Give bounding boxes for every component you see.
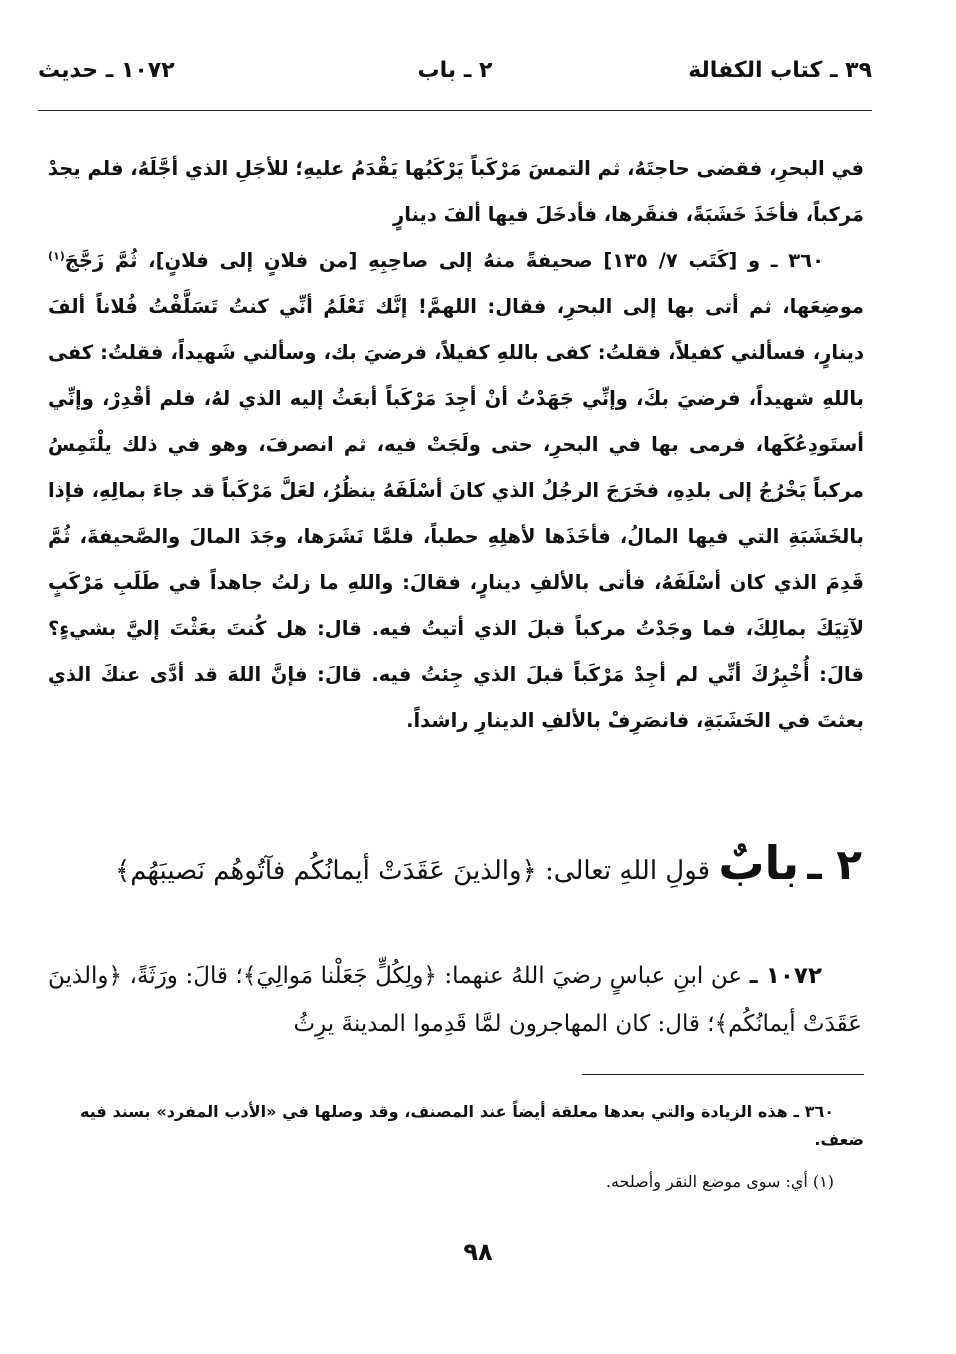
paragraph-360-opening: ٣٦٠ ـ و [كَتَب ٧/ ١٣٥] صحيفةً منهُ إلى صاحِبِهِ [من فلانٍ إلى فلانٍ]، ثُمَّ زَجَّجَ [64, 249, 824, 272]
hadith-number: ١٠٧٢ ـ [749, 963, 822, 989]
editor-footnote-360: ٣٦٠ ـ هذه الزيادة والتي بعدها معلقة أيضاً عند المصنف، وقد وصلها في «الأدب المفرد» بسند فيه ضعف. [80, 1102, 864, 1149]
footnote-divider [582, 1074, 864, 1075]
chapter-word: بابٌ [718, 836, 800, 890]
paragraph-continuation: في البحرِ، فقضى حاجتَهُ، ثم التمسَ مَرْكَباً يَرْكَبُها يَقْدَمُ عليهِ؛ للأجَلِ الذي أجَّلَهُ، فلم يجدْ مَركباً، فأخَذَ خَشَبَةً، فنقَرها، فأدخَلَ فيها ألفَ دينارٍ [48, 157, 864, 226]
main-text [48, 146, 864, 744]
paragraph-360 [48, 238, 864, 744]
running-header [38, 58, 872, 98]
hadith-text: عن ابنِ عباسٍ رضيَ اللهُ عنهما: ﴿ولِكُلٍّ جَعَلْنا مَوالِيَ﴾؛ قالَ: ورَثَةً، ﴿والذينَ عَقَدَتْ أيمانُكُم﴾؛ قال: كان المهاجرون لمَّا قَدِموا المدينةَ يرِثُ [48, 963, 862, 1037]
header-hadith-number: ١٠٧٢ ـ حديث [38, 58, 175, 83]
header-chapter-title: ٢ ـ باب [417, 58, 493, 83]
header-book-title: ٣٩ ـ كتاب الكفالة [688, 58, 872, 83]
hadith-1072 [48, 952, 862, 1048]
chapter-title: قولِ اللهِ تعالى: ﴿والذينَ عَقَدَتْ أيمانُكُم فآتُوهُم نَصيبَهُم﴾ [114, 856, 711, 886]
footnote-reference-1: (١) [48, 249, 65, 263]
paragraph-360-body: موضِعَها، ثم أتى بها إلى البحرِ، فقال: اللهمَّ! إنَّك تَعْلَمُ أنِّي كنتُ تَسَلَّفْتُ فُلاناً ألفَ دينارٍ، فسألني كفيلاً، فقلتُ: كفى باللهِ كفيلاً، فرضيَ بك، وسألني شَهيداً، فقلتُ: كفى باللهِ شهيداً، فرضيَ بكَ، وإنِّي جَهَدْتُ أنْ أجِدَ مَرْكَباً أبعَثُ إليه الذي لهُ، فلم أقْدِرْ، وإنِّي أستَودِعُكَها، فرمى بها في البحرِ، حتى ولَجَتْ فيه، ثم انصرفَ، وهو في ذلك يلْتَمِسُ مركباً يَخْرُجُ إلى بلدِهِ، فخَرَجَ الرجُلُ الذي كانَ أسْلَفَهُ ينظُرُ، لعَلَّ مَرْكَباً قد جاءَ بمالِهِ، فإذا بالخَشَبَةِ التي فيها المالُ، فأخَذَها لأهلِهِ حطباً، فلمَّا نَشَرَها، وجَدَ المالَ والصَّحيفةَ، ثُمَّ قَدِمَ الذي كان أسْلَفَهُ، فأتى بالألفِ دينارٍ، فقالَ: واللهِ ما زلتُ جاهداً في طَلَبِ مَرْكَبٍ لآتِيَكَ بمالِكَ، فما وجَدْتُ مركباً قبلَ الذي أتيتُ فيه. قال: هل كُنتَ بعَثْتَ إليَّ بشيءٍ؟ قالَ: أُخْبِرُكَ أنِّي لم أجِدْ مَرْكَباً قبلَ الذي جِئتُ فيه. قالَ: فإنَّ اللهَ قد أدَّى عنكَ الذي بعثتَ في الخَشَبَةِ، فانصَرِفْ بالألفِ الدينارِ راشداً. [48, 295, 864, 732]
chapter-number: ٢ ـ [807, 840, 862, 889]
page-number: ٩٨ [463, 1238, 493, 1266]
footnote-1: (١) أي: سوى موضع النقر وأصلحه. [605, 1172, 834, 1191]
header-divider [38, 110, 872, 111]
chapter-heading [48, 832, 862, 902]
footnotes [80, 1098, 864, 1196]
